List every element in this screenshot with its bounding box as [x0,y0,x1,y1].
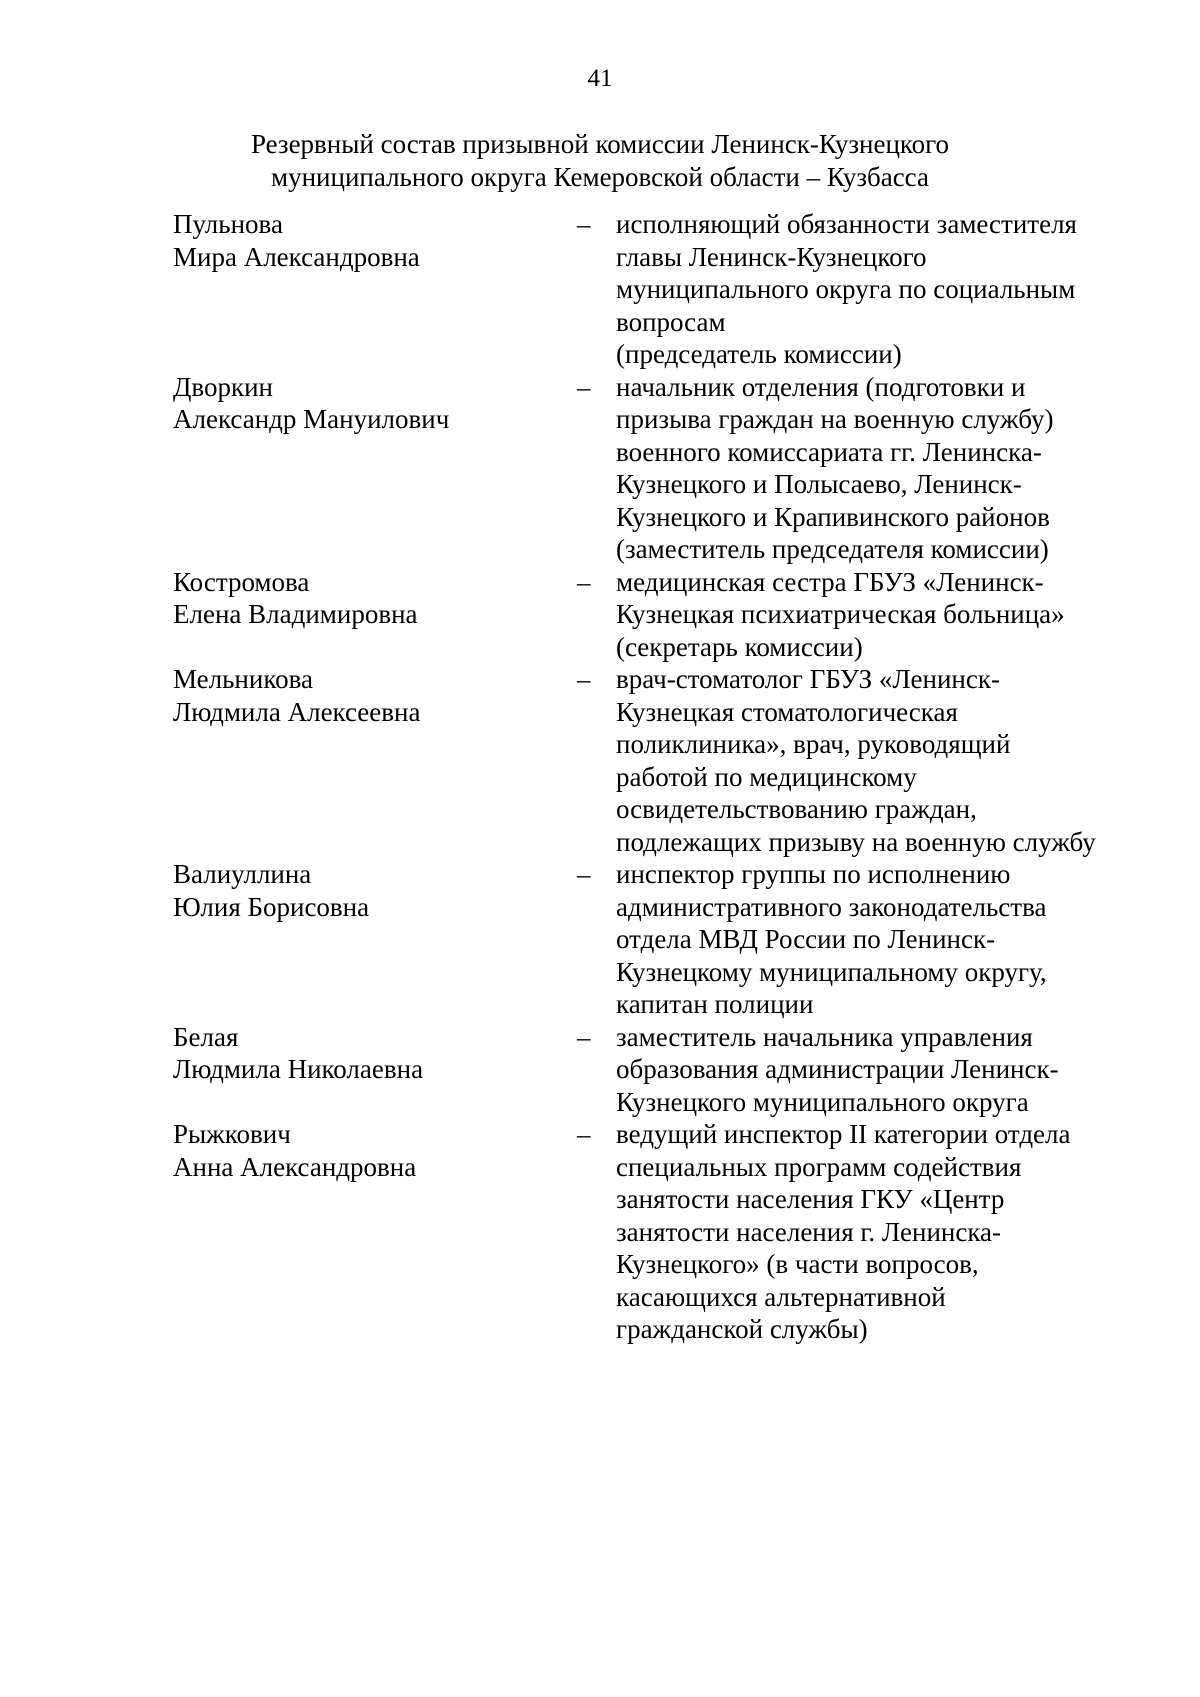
role-line: занятости населения ГКУ «Центр [616,1184,1005,1214]
member-surname: Валиуллина [173,859,312,889]
member-entry [0,371,1200,566]
role-line: образования администрации Ленинск- [616,1054,1059,1084]
member-surname: Белая [173,1021,239,1052]
member-name [173,208,553,273]
role-line: (заместитель председателя комиссии) [616,534,1049,564]
role-line: капитан полиции [616,989,814,1019]
dash-separator: – [577,371,591,402]
role-line: Кузнецкая психиатрическая больница» [616,599,1065,629]
member-surname: Дворкин [173,371,273,402]
role-line: касающихся альтернативной [616,1281,946,1312]
member-given-name: Анна Александровна [173,1151,417,1182]
role-line: (секретарь комиссии) [616,631,863,662]
member-given-name: Людмила Алексеевна [173,696,421,727]
member-name [173,1021,553,1086]
title-line-1: Резервный состав призывной комиссии Ленинск-Кузнецкого [250,129,950,159]
member-entry [0,663,1200,858]
role-line: Кузнецкому муниципальному округу, [616,956,1047,987]
member-surname: Пульнова [173,209,283,239]
member-given-name: Людмила Николаевна [173,1054,424,1084]
member-given-name: Александр Мануилович [173,404,450,434]
member-role [616,371,1136,566]
role-line: отдела МВД России по Ленинск- [616,924,996,954]
member-name [173,566,553,631]
role-line: медицинская сестра ГБУЗ «Ленинск- [616,566,1044,597]
role-line: работой по медицинскому [616,761,917,792]
member-name [173,371,553,436]
member-name [173,858,553,923]
dash-separator: – [577,209,591,239]
role-line: Кузнецкого» (в части вопросов, [616,1249,979,1279]
dash-separator: – [577,1021,591,1052]
role-line: (председатель комиссии) [616,339,902,369]
role-line: Кузнецкого и Полысаево, Ленинск- [616,469,1022,499]
member-entry [0,566,1200,664]
role-line: военного комиссариата гг. Ленинска- [616,436,1042,467]
dash-separator: – [577,664,591,694]
member-surname: Мельникова [173,664,313,694]
title-line-2: муниципального округа Кемеровской области – Кузбасса [271,162,929,192]
role-line: главы Ленинск-Кузнецкого [616,241,927,272]
members-list [0,208,1200,1346]
role-line: занятости населения г. Ленинска- [616,1216,1002,1247]
role-line: заместитель начальника управления [616,1021,1033,1052]
member-role [616,208,1136,371]
member-name [173,663,553,728]
role-line: специальных программ содействия [616,1151,1022,1182]
role-line: подлежащих призыву на военную службу [616,826,1096,857]
member-role [616,566,1136,664]
role-line: инспектор группы по исполнению [616,859,1011,889]
role-line: ведущий инспектор II категории отдела [616,1119,1071,1149]
member-role [616,858,1136,1021]
role-line: освидетельствованию граждан, [616,794,977,824]
dash-separator: – [577,1119,591,1149]
role-line: начальник отделения (подготовки и [616,371,1026,402]
dash-separator: – [577,859,591,889]
member-role [616,1021,1136,1119]
member-entry [0,208,1200,371]
role-line: врач-стоматолог ГБУЗ «Ленинск- [616,664,1000,694]
role-line: гражданской службы) [616,1314,868,1344]
role-line: административного законодательства [616,891,1047,922]
member-role [616,1118,1136,1346]
member-surname: Рыжкович [173,1119,291,1149]
member-role [616,663,1136,858]
document-title [200,128,1000,194]
role-line: призыва граждан на военную службу) [616,404,1054,434]
member-surname: Костромова [173,566,310,597]
member-name [173,1118,553,1183]
role-line: исполняющий обязанности заместителя [616,209,1077,239]
member-given-name: Мира Александровна [173,241,420,272]
role-line: вопросам [616,306,726,337]
role-line: Кузнецкого муниципального округа [616,1086,1029,1117]
member-given-name: Елена Владимировна [173,599,418,629]
role-line: муниципального округа по социальным [616,274,1076,304]
member-entry [0,1021,1200,1119]
role-line: Кузнецкого и Крапивинского районов [616,501,1050,532]
member-entry [0,1118,1200,1346]
dash-separator: – [577,566,591,597]
role-line: поликлиника», врач, руководящий [616,729,1011,759]
member-entry [0,858,1200,1021]
role-line: Кузнецкая стоматологическая [616,696,958,727]
member-given-name: Юлия Борисовна [173,891,370,922]
page-number: 41 [587,65,613,92]
